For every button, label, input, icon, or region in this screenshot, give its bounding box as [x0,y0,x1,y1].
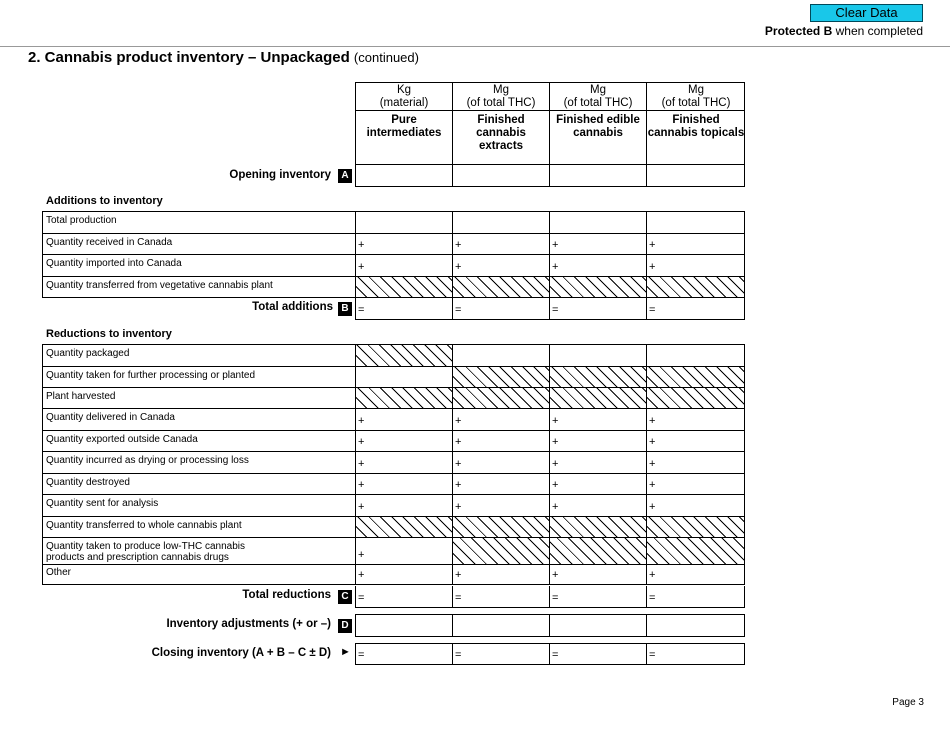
adjustment-input[interactable] [453,614,549,636]
row-cell[interactable] [550,495,646,516]
plus-sign: + [455,436,462,448]
table-rule [355,664,745,665]
inventory-adjustments-label: Inventory adjustments (+ or –) [166,618,331,630]
plus-sign: + [649,479,656,491]
row-label-text: Quantity exported outside Canada [46,433,198,445]
row-cell[interactable] [647,495,744,516]
row-cell [356,388,452,408]
row-cell[interactable] [550,212,646,233]
row-cell[interactable] [647,431,744,451]
plus-sign: + [552,239,559,251]
table-row-label [43,434,353,445]
table-rule [646,344,647,584]
plus-sign: + [649,436,656,448]
col-name-extracts: Finished cannabis extracts [476,114,526,152]
table-rule [646,211,647,297]
adjustment-input[interactable] [356,614,452,636]
table-row-label [43,348,353,359]
plus-sign: + [649,239,656,251]
plus-sign: + [649,569,656,581]
table-row-label [43,455,353,466]
row-cell[interactable] [647,212,744,233]
plus-sign: + [455,501,462,513]
badge-b: B [338,302,352,316]
row-label-text: Quantity destroyed [46,476,130,488]
row-cell [647,367,744,387]
row-cell [550,277,646,297]
row-cell [647,277,744,297]
row-cell [647,388,744,408]
row-cell [356,345,452,366]
table-row-label [43,412,353,423]
table-rule [744,614,745,636]
row-cell [453,538,549,564]
col-name-pure: Pure intermediates [366,114,442,139]
plus-sign: + [649,415,656,427]
row-label-text: Other [46,567,72,578]
table-rule [744,211,745,297]
equals-sign: = [552,592,559,604]
row-cell [647,538,744,564]
total-reductions-cell[interactable] [647,586,744,607]
row-cell [647,517,744,537]
equals-sign: = [358,649,365,661]
total-additions-cell[interactable] [356,298,452,319]
row-cell[interactable] [550,452,646,473]
total-additions-cell[interactable] [453,298,549,319]
row-cell [550,388,646,408]
row-cell[interactable] [356,474,452,494]
row-label-text: Quantity taken for further processing or planted [46,369,256,381]
table-row-label [43,567,353,578]
row-label-text: Quantity delivered in Canada [46,412,175,423]
row-cell[interactable] [647,474,744,494]
additions-heading: Additions to inventory [46,195,163,207]
closing-inventory-cell[interactable] [453,643,549,664]
row-cell[interactable] [453,495,549,516]
row-label-text-line2: products and prescription cannabis drugs [46,552,229,563]
row-cell [356,277,452,297]
plus-sign: + [455,458,462,470]
closing-arrow-icon: ► [340,646,351,658]
equals-sign: = [455,304,462,316]
col-unit-topicals: Mg (of total THC) [661,84,731,109]
row-cell[interactable] [356,255,452,276]
opening-input-topicals[interactable] [647,165,744,186]
protected-label: Protected B [764,24,833,38]
equals-sign: = [552,649,559,661]
table-rule [355,607,745,608]
table-rule [549,344,550,584]
row-cell [550,367,646,387]
plus-sign: + [552,261,559,273]
badge-d: D [338,619,352,633]
row-cell[interactable] [453,234,549,254]
row-cell [453,517,549,537]
row-cell [453,367,549,387]
total-additions-cell[interactable] [550,298,646,319]
table-row-label [43,215,353,226]
row-cell [356,517,452,537]
row-cell[interactable] [453,452,549,473]
row-cell[interactable] [356,565,452,584]
badge-c: C [338,590,352,604]
equals-sign: = [455,592,462,604]
equals-sign: = [358,304,365,316]
closing-inventory-label: Closing inventory (A + B – C ± D) [151,647,331,659]
table-rule [42,584,745,585]
row-cell[interactable] [647,452,744,473]
row-cell[interactable] [356,409,452,430]
row-cell[interactable] [453,212,549,233]
plus-sign: + [358,436,365,448]
table-rule [549,211,550,297]
plus-sign: + [358,569,365,581]
table-rule [355,211,356,297]
plus-sign: + [552,479,559,491]
row-label-text: Total production [46,215,117,226]
row-label-text: Quantity transferred from vegetative cannabis plant [46,279,273,291]
equals-sign: = [358,592,365,604]
equals-sign: = [552,304,559,316]
plus-sign: + [552,501,559,513]
table-rule [355,344,356,584]
col-name-topicals: Finished cannabis topicals [647,114,745,139]
badge-a: A [338,169,352,183]
plus-sign: + [358,239,365,251]
table-row-label [43,237,353,248]
header-divider-line [355,110,745,111]
row-cell[interactable] [356,431,452,451]
table-row-label [43,477,353,488]
header-divider [0,46,950,47]
col-unit-edible: Mg (of total THC) [563,84,633,109]
opening-inventory-label: Opening inventory [229,169,331,181]
protected-suffix: when completed [835,24,923,38]
row-cell[interactable] [356,495,452,516]
row-label-text: Quantity transferred to whole cannabis plant [46,519,242,531]
plus-sign: + [358,501,365,513]
row-cell[interactable] [453,345,549,366]
row-cell[interactable] [356,538,452,564]
row-label-text: Quantity sent for analysis [46,498,159,509]
row-cell[interactable] [356,234,452,254]
row-label-text: Quantity imported into Canada [46,258,182,269]
row-cell[interactable] [647,565,744,584]
table-row-label [43,520,353,531]
row-label-text: Quantity received in Canada [46,236,173,248]
total-reductions-cell[interactable] [453,586,549,607]
total-additions-label: Total additions [252,301,333,313]
closing-inventory-cell[interactable] [550,643,646,664]
row-label-text: Plant harvested [46,390,116,402]
row-cell[interactable] [453,409,549,430]
table-rule [355,319,745,320]
adjustment-input[interactable] [550,614,646,636]
row-label-text: Quantity packaged [46,348,130,359]
table-row-label [43,498,353,509]
table-rule [744,298,745,320]
row-cell [453,277,549,297]
row-cell [550,538,646,564]
row-cell[interactable] [647,409,744,430]
plus-sign: + [649,458,656,470]
plus-sign: + [455,569,462,581]
row-label-text: Quantity incurred as drying or processing loss [46,455,249,466]
title-suffix: (continued) [353,50,419,65]
row-cell[interactable] [550,234,646,254]
plus-sign: + [455,261,462,273]
plus-sign: + [649,501,656,513]
table-rule [744,344,745,584]
plus-sign: + [358,458,365,470]
protected-b-notice [765,24,923,38]
equals-sign: = [649,304,656,316]
plus-sign: + [358,415,365,427]
table-rule [744,643,745,664]
row-cell[interactable] [453,431,549,451]
table-row-label [43,280,353,291]
plus-sign: + [358,549,365,561]
closing-inventory-cell[interactable] [647,643,744,664]
total-reductions-cell[interactable] [356,586,452,607]
row-cell[interactable] [550,565,646,584]
row-cell[interactable] [453,474,549,494]
plus-sign: + [552,415,559,427]
page-number: Page 3 [892,697,924,708]
row-cell [550,517,646,537]
col-name-edible: Finished edible cannabis [556,114,640,139]
row-cell[interactable] [647,345,744,366]
plus-sign: + [455,415,462,427]
row-cell [453,388,549,408]
row-cell[interactable] [356,452,452,473]
equals-sign: = [455,649,462,661]
equals-sign: = [649,592,656,604]
title-main: 2. Cannabis product inventory – Unpackaged [28,49,350,66]
row-cell[interactable] [356,367,452,387]
table-row-label [43,258,353,269]
plus-sign: + [455,239,462,251]
row-cell[interactable] [647,255,744,276]
adjustment-input[interactable] [647,614,744,636]
plus-sign: + [552,458,559,470]
plus-sign: + [649,261,656,273]
reductions-heading: Reductions to inventory [46,328,172,340]
total-additions-cell[interactable] [647,298,744,319]
plus-sign: + [358,261,365,273]
closing-inventory-cell[interactable] [356,643,452,664]
table-row-label [43,391,353,402]
col-unit-pure: Kg (material) [379,84,429,109]
row-label-text: Quantity taken to produce low-THC cannabis [46,541,245,552]
table-rule [42,211,43,297]
row-cell[interactable] [453,565,549,584]
table-rule [452,344,453,584]
page-title [28,49,419,66]
opening-input-edible[interactable] [550,165,646,186]
plus-sign: + [552,436,559,448]
plus-sign: + [552,569,559,581]
row-cell[interactable] [550,474,646,494]
table-rule [42,344,43,584]
total-reductions-label: Total reductions [242,589,331,601]
table-row-label [43,370,353,381]
table-rule [355,636,745,637]
row-cell[interactable] [647,234,744,254]
row-cell[interactable] [550,255,646,276]
opening-input-extracts[interactable] [453,165,549,186]
row-cell[interactable] [550,409,646,430]
row-cell[interactable] [550,345,646,366]
table-rule [744,586,745,607]
plus-sign: + [358,479,365,491]
equals-sign: = [649,649,656,661]
plus-sign: + [455,479,462,491]
col-unit-extracts: Mg (of total THC) [466,84,536,109]
row-cell[interactable] [356,212,452,233]
opening-input-pure[interactable] [356,165,452,186]
table-rule [452,211,453,297]
row-cell[interactable] [453,255,549,276]
total-reductions-cell[interactable] [550,586,646,607]
clear-data-button[interactable]: Clear Data [810,4,923,22]
row-cell[interactable] [550,431,646,451]
table-row-label [43,541,353,563]
